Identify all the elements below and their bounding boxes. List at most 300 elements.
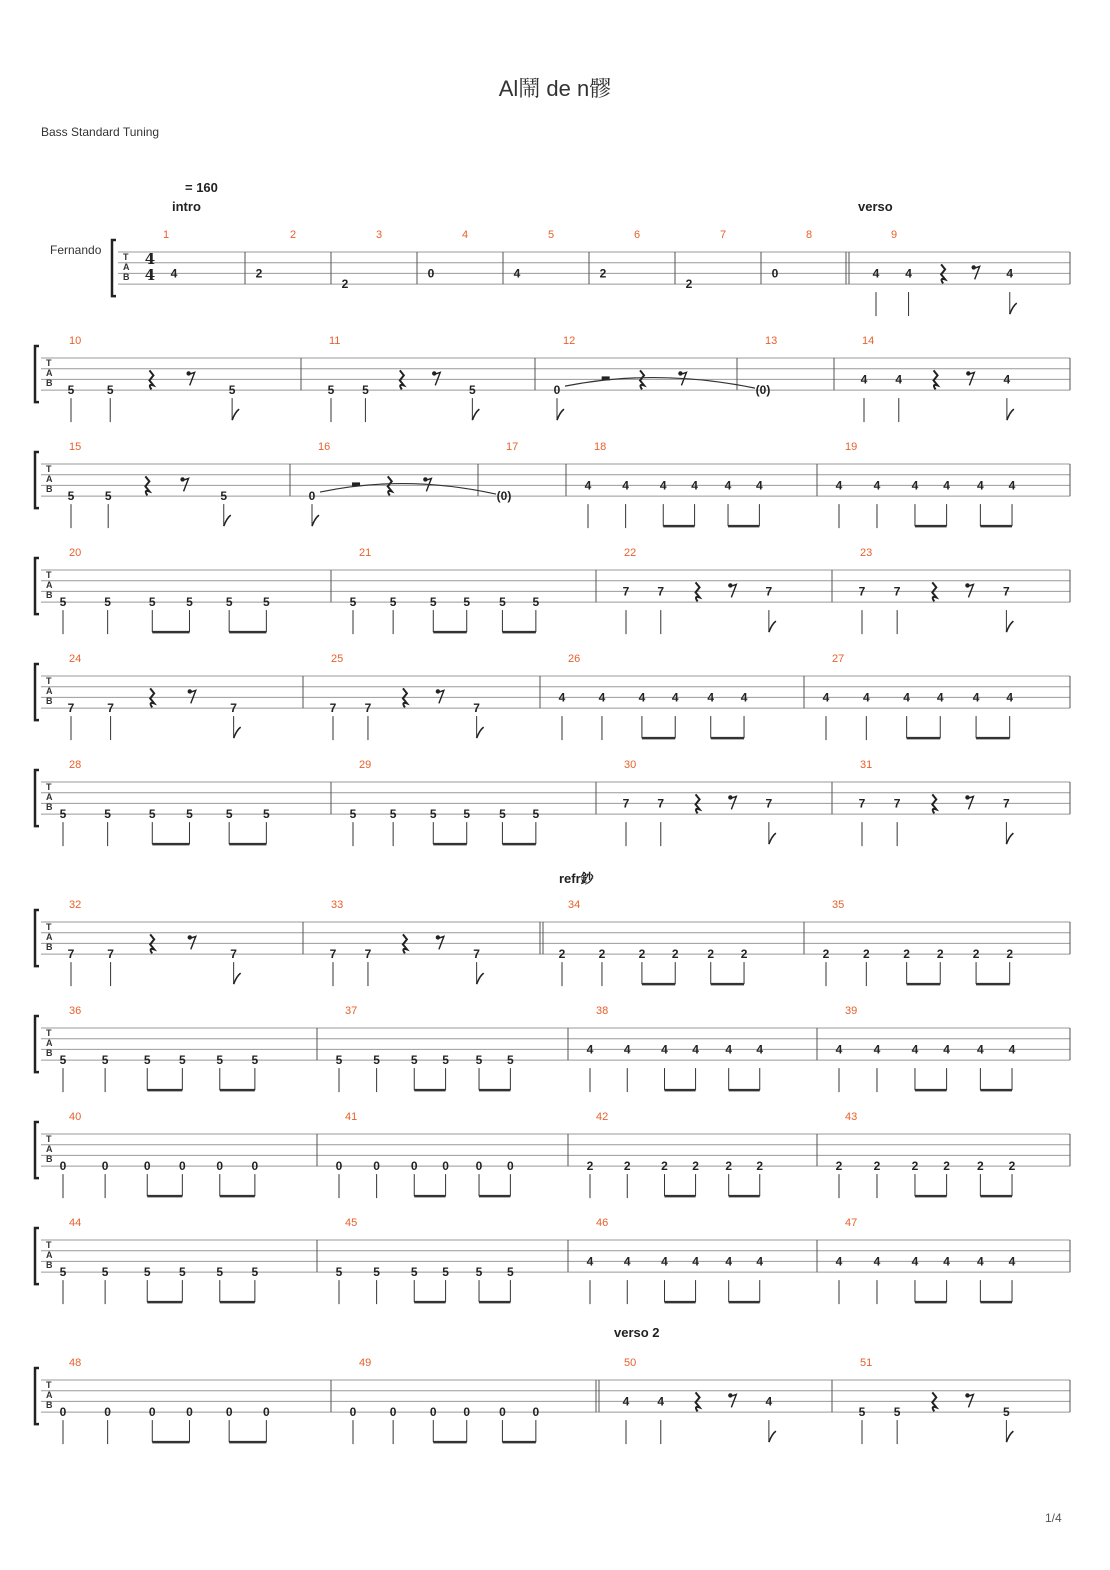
fret-number: 7 (364, 947, 372, 962)
measure-number: 8 (806, 229, 813, 241)
fret-number: 5 (442, 1053, 449, 1068)
system-bracket (35, 910, 39, 966)
note-flag (769, 1431, 776, 1442)
measure-number: 3 (376, 229, 383, 241)
fret-number: 2 (638, 947, 646, 962)
measure-number: 9 (891, 229, 898, 241)
tuning-label: Bass Standard Tuning (41, 125, 160, 139)
fret-number: 7 (107, 701, 114, 716)
fret-number: 2 (725, 1159, 733, 1174)
measure-number: 48 (69, 1357, 82, 1369)
measure-number: 32 (69, 899, 82, 911)
time-signature-denominator: 4 (144, 266, 156, 284)
system-bracket (35, 452, 39, 508)
tab-clef-letter: A (46, 580, 53, 590)
fret-number: 4 (622, 1394, 630, 1409)
fret-number: 2 (671, 947, 679, 962)
section-label-verso-2: verso 2 (614, 1325, 660, 1340)
fret-number: 0 (499, 1405, 506, 1420)
fret-number: 0 (143, 1159, 151, 1174)
fret-number: 4 (586, 1042, 594, 1057)
fret-number: 7 (230, 701, 237, 716)
fret-number: 5 (251, 1265, 259, 1280)
system-bracket (35, 558, 39, 614)
fret-number: 2 (707, 947, 715, 962)
tab-clef-letter: B (46, 1154, 53, 1164)
fret-number: 4 (943, 1254, 950, 1269)
tab-clef-letter: B (46, 1260, 53, 1270)
note-flag (1006, 1431, 1013, 1442)
fret-number: 7 (473, 947, 480, 962)
fret-number: 5 (178, 1053, 186, 1068)
fret-number: 5 (429, 595, 437, 610)
note-flag (769, 621, 776, 632)
fret-number: 4 (659, 478, 667, 493)
fret-number: 2 (598, 947, 606, 962)
tab-clef-letter: T (46, 1134, 52, 1144)
measure-number: 18 (594, 441, 607, 453)
fret-number: 7 (657, 796, 665, 811)
fret-number: 5 (225, 807, 233, 822)
fret-number: 0 (771, 266, 779, 281)
fret-number: 5 (59, 1265, 67, 1280)
fret-number: 0 (463, 1405, 471, 1420)
fret-number: 4 (558, 690, 566, 705)
fret-number: 5 (469, 383, 476, 398)
fret-number: 4 (972, 690, 980, 705)
fret-number: 5 (373, 1053, 380, 1068)
fret-number: (0) (755, 383, 771, 398)
tab-clef-letter: T (46, 464, 52, 474)
fret-number: 4 (661, 1254, 668, 1269)
fret-number: 2 (972, 947, 980, 962)
page-number: 1/4 (1045, 1511, 1062, 1525)
fret-number: 2 (873, 1159, 881, 1174)
fret-number: 4 (724, 478, 732, 493)
fret-number: 5 (59, 807, 67, 822)
fret-number: 7 (858, 796, 866, 811)
fret-number: 4 (513, 266, 521, 281)
note-flag (234, 727, 241, 738)
fret-number: 5 (410, 1265, 418, 1280)
time-signature-numerator: 4 (144, 250, 156, 268)
system-bracket (35, 1016, 39, 1072)
measure-number: 10 (69, 335, 82, 347)
measure-number: 16 (318, 441, 331, 453)
fret-number: 4 (977, 478, 984, 493)
fret-number: 5 (178, 1265, 186, 1280)
tab-clef-letter: B (46, 942, 53, 952)
fret-number: 5 (349, 807, 357, 822)
note-flag (224, 515, 231, 526)
fret-number: 0 (225, 1405, 233, 1420)
measure-number: 30 (624, 759, 637, 771)
note-flag (477, 973, 484, 984)
fret-number: 5 (148, 595, 156, 610)
tab-clef-letter: B (46, 378, 53, 388)
fret-number: 2 (903, 947, 910, 962)
fret-number: 2 (586, 1159, 594, 1174)
measure-number: 14 (862, 335, 875, 347)
fret-number: 4 (725, 1254, 733, 1269)
fret-number: 7 (765, 796, 773, 811)
fret-number: 7 (329, 701, 337, 716)
fret-number: 2 (599, 266, 607, 281)
fret-number: 4 (835, 478, 843, 493)
fret-number: 2 (977, 1159, 984, 1174)
fret-number: 5 (429, 807, 437, 822)
fret-number: 4 (691, 478, 698, 493)
measure-number: 26 (568, 653, 581, 665)
note-flag (234, 973, 241, 984)
note-flag (232, 409, 239, 420)
section-label-intro: intro (172, 199, 201, 214)
measure-number: 45 (345, 1217, 358, 1229)
fret-number: 5 (216, 1053, 224, 1068)
fret-number: 5 (148, 807, 156, 822)
tab-clef-letter: T (46, 676, 52, 686)
fret-number: 0 (410, 1159, 418, 1174)
fret-number: 5 (410, 1053, 418, 1068)
fret-number: 4 (707, 690, 715, 705)
measure-number: 40 (69, 1111, 82, 1123)
fret-number: 2 (623, 1159, 631, 1174)
fret-number: 4 (756, 478, 763, 493)
fret-number: 7 (622, 584, 630, 599)
fret-number: 4 (911, 478, 919, 493)
fret-number: 4 (657, 1394, 665, 1409)
fret-number: 4 (822, 690, 830, 705)
fret-number: 5 (1003, 1405, 1010, 1420)
fret-number: 5 (220, 489, 228, 504)
fret-number: 5 (475, 1265, 483, 1280)
system-bracket (35, 346, 39, 402)
fret-number: 2 (862, 947, 870, 962)
measure-number: 12 (563, 335, 576, 347)
measure-number: 31 (860, 759, 873, 771)
measure-number: 24 (69, 653, 82, 665)
fret-number: 0 (59, 1405, 67, 1420)
fret-number: 0 (335, 1159, 343, 1174)
tab-clef-letter: T (46, 570, 52, 580)
measure-number: 46 (596, 1217, 609, 1229)
measure-number: 15 (69, 441, 82, 453)
fret-number: 0 (216, 1159, 224, 1174)
tab-clef-letter: B (46, 802, 53, 812)
fret-number: 5 (59, 1053, 67, 1068)
fret-number: 0 (148, 1405, 156, 1420)
fret-number: 7 (1003, 796, 1010, 811)
fret-number: 2 (685, 277, 693, 292)
fret-number: 4 (623, 1254, 631, 1269)
measure-number: 1 (163, 229, 170, 241)
fret-number: 5 (186, 807, 193, 822)
fret-number: 2 (756, 1159, 764, 1174)
tab-clef-letter: B (46, 696, 53, 706)
fret-number: 4 (1006, 266, 1014, 281)
fret-number: 2 (740, 947, 748, 962)
tempo-marking: = 160 (185, 180, 218, 195)
fret-number: 0 (475, 1159, 483, 1174)
fret-number: 0 (373, 1159, 380, 1174)
measure-number: 25 (331, 653, 344, 665)
fret-number: 2 (558, 947, 566, 962)
fret-number: 5 (216, 1265, 224, 1280)
fret-number: 5 (106, 383, 114, 398)
measure-number: 5 (548, 229, 555, 241)
fret-number: 5 (104, 489, 112, 504)
fret-number: 5 (442, 1265, 449, 1280)
fret-number: 4 (873, 1042, 881, 1057)
tab-clef-letter: A (46, 932, 53, 942)
fret-number: 2 (1008, 1159, 1016, 1174)
fret-number: 4 (905, 266, 912, 281)
tab-clef-letter: A (46, 474, 53, 484)
measure-number: 20 (69, 547, 82, 559)
fret-number: 4 (622, 478, 629, 493)
tab-clef-letter: B (46, 484, 53, 494)
fret-number: 0 (389, 1405, 397, 1420)
measure-number: 33 (331, 899, 344, 911)
fret-number: 5 (67, 489, 75, 504)
fret-number: 4 (903, 690, 910, 705)
measure-number: 43 (845, 1111, 858, 1123)
fret-number: 5 (104, 807, 111, 822)
note-flag (1006, 621, 1013, 632)
tab-clef-letter: B (46, 1048, 53, 1058)
fret-number: 4 (943, 1042, 950, 1057)
fret-number: 7 (473, 701, 480, 716)
fret-number: 0 (532, 1405, 540, 1420)
fret-number: 4 (725, 1042, 733, 1057)
fret-number: 4 (671, 690, 679, 705)
fret-number: 0 (429, 1405, 437, 1420)
tab-clef-letter: B (46, 590, 53, 600)
fret-number: 0 (186, 1405, 193, 1420)
fret-number: 5 (893, 1405, 901, 1420)
tab-clef-letter: A (123, 262, 130, 272)
fret-number: 5 (499, 807, 506, 822)
fret-number: 5 (507, 1265, 514, 1280)
system-bracket (35, 1368, 39, 1424)
fret-number: 4 (740, 690, 748, 705)
fret-number: 7 (329, 947, 337, 962)
fret-number: 2 (692, 1159, 699, 1174)
measure-number: 49 (359, 1357, 372, 1369)
fret-number: 5 (349, 595, 357, 610)
tab-clef-letter: T (46, 922, 52, 932)
measure-number: 36 (69, 1005, 82, 1017)
fret-number: 2 (911, 1159, 919, 1174)
fret-number: 4 (1008, 1042, 1016, 1057)
note-flag (477, 727, 484, 738)
note-flag (769, 833, 776, 844)
fret-number: 5 (186, 595, 193, 610)
fret-number: 5 (389, 595, 397, 610)
measure-number: 22 (624, 547, 637, 559)
fret-number: 7 (858, 584, 866, 599)
fret-number: 0 (59, 1159, 67, 1174)
measure-number: 6 (634, 229, 641, 241)
fret-number: 2 (661, 1159, 668, 1174)
fret-number: 7 (364, 701, 372, 716)
fret-number: 4 (895, 372, 903, 387)
fret-number: 0 (178, 1159, 186, 1174)
fret-number: 4 (756, 1254, 764, 1269)
fret-number: 4 (862, 690, 870, 705)
measure-number: 42 (596, 1111, 609, 1123)
fret-number: 4 (873, 478, 881, 493)
tab-clef-letter: B (46, 1400, 53, 1410)
system-bracket (35, 664, 39, 720)
fret-number: 4 (598, 690, 606, 705)
fret-number: 4 (692, 1042, 699, 1057)
fret-number: 5 (532, 595, 540, 610)
fret-number: 0 (507, 1159, 514, 1174)
fret-number: 5 (335, 1265, 343, 1280)
fret-number: 4 (943, 478, 950, 493)
measure-number: 2 (290, 229, 297, 241)
fret-number: 5 (228, 383, 236, 398)
fret-number: 5 (327, 383, 335, 398)
fret-number: 4 (1006, 690, 1014, 705)
fret-number: 5 (373, 1265, 380, 1280)
fret-number: 5 (858, 1405, 866, 1420)
measure-number: 35 (832, 899, 845, 911)
fret-number: 7 (893, 796, 901, 811)
fret-number: 4 (638, 690, 646, 705)
fret-number: 5 (143, 1053, 151, 1068)
fret-number: 5 (101, 1053, 109, 1068)
note-flag (312, 515, 319, 526)
section-label-refrain: refr鈔 (559, 871, 594, 886)
fret-number: 4 (170, 266, 178, 281)
fret-number: 5 (59, 595, 67, 610)
fret-number: 5 (335, 1053, 343, 1068)
fret-number: 0 (104, 1405, 111, 1420)
measure-number: 28 (69, 759, 82, 771)
tab-clef-letter: A (46, 792, 53, 802)
measure-number: 44 (69, 1217, 82, 1229)
fret-number: 7 (1003, 584, 1010, 599)
tab-clef-letter: A (46, 368, 53, 378)
tab-clef-letter: T (46, 358, 52, 368)
measure-number: 4 (462, 229, 469, 241)
fret-number: 5 (532, 807, 540, 822)
fret-number: 7 (67, 701, 75, 716)
fret-number: 4 (977, 1254, 984, 1269)
instrument-name: Fernando (50, 243, 102, 257)
fret-number: 0 (308, 489, 316, 504)
fret-number: 0 (553, 383, 561, 398)
measure-number: 50 (624, 1357, 637, 1369)
fret-number: 4 (872, 266, 880, 281)
fret-number: 4 (1008, 478, 1016, 493)
fret-number: 0 (263, 1405, 270, 1420)
measure-number: 23 (860, 547, 873, 559)
fret-number: 2 (255, 266, 263, 281)
fret-number: 5 (67, 383, 75, 398)
fret-number: 4 (1008, 1254, 1016, 1269)
fret-number: 7 (765, 584, 773, 599)
fret-number: 4 (936, 690, 944, 705)
fret-number: 5 (143, 1265, 151, 1280)
fret-number: 5 (463, 807, 471, 822)
system-bracket (35, 770, 39, 826)
fret-number: 5 (362, 383, 369, 398)
fret-number: 0 (442, 1159, 449, 1174)
fret-number: 4 (692, 1254, 699, 1269)
fret-number: 2 (943, 1159, 950, 1174)
measure-number: 11 (329, 335, 341, 347)
fret-number: 2 (936, 947, 944, 962)
fret-number: 5 (263, 807, 270, 822)
tab-clef-letter: A (46, 1390, 53, 1400)
fret-number: 4 (873, 1254, 881, 1269)
note-flag (557, 409, 564, 420)
fret-number: (0) (496, 489, 512, 504)
measure-number: 51 (860, 1357, 873, 1369)
fret-number: 7 (107, 947, 114, 962)
tab-clef-letter: T (46, 1028, 52, 1038)
measure-number: 21 (359, 547, 372, 559)
fret-number: 4 (756, 1042, 764, 1057)
measure-number: 29 (359, 759, 372, 771)
system-bracket (35, 1228, 39, 1284)
score-title: Al鬧 de n髎 (498, 76, 612, 101)
tab-clef-letter: T (46, 782, 52, 792)
fret-number: 4 (911, 1042, 919, 1057)
fret-number: 7 (230, 947, 237, 962)
fret-number: 0 (427, 266, 435, 281)
measure-number: 38 (596, 1005, 609, 1017)
fret-number: 4 (1003, 372, 1011, 387)
fret-number: 0 (349, 1405, 357, 1420)
fret-number: 5 (389, 807, 397, 822)
measure-number: 19 (845, 441, 858, 453)
fret-number: 4 (977, 1042, 984, 1057)
measure-number: 7 (720, 229, 727, 241)
fret-number: 5 (101, 1265, 109, 1280)
fret-number: 4 (860, 372, 868, 387)
tab-clef-letter: A (46, 1038, 53, 1048)
fret-number: 5 (263, 595, 270, 610)
measure-number: 27 (832, 653, 845, 665)
note-flag (1006, 833, 1013, 844)
measure-number: 47 (845, 1217, 858, 1229)
fret-number: 4 (835, 1254, 843, 1269)
tab-clef-letter: T (123, 252, 129, 262)
fret-number: 2 (822, 947, 830, 962)
measure-number: 34 (568, 899, 581, 911)
fret-number: 4 (584, 478, 592, 493)
fret-number: 7 (67, 947, 75, 962)
fret-number: 5 (475, 1053, 483, 1068)
measure-number: 13 (765, 335, 778, 347)
tab-clef-letter: A (46, 686, 53, 696)
note-flag (1007, 409, 1014, 420)
system-bracket (35, 1122, 39, 1178)
fret-number: 7 (622, 796, 630, 811)
fret-number: 5 (463, 595, 471, 610)
fret-number: 4 (911, 1254, 919, 1269)
measure-number: 41 (345, 1111, 358, 1123)
fret-number: 4 (835, 1042, 843, 1057)
tab-clef-letter: A (46, 1250, 53, 1260)
fret-number: 2 (835, 1159, 843, 1174)
measure-number: 17 (506, 441, 519, 453)
fret-number: 4 (623, 1042, 631, 1057)
